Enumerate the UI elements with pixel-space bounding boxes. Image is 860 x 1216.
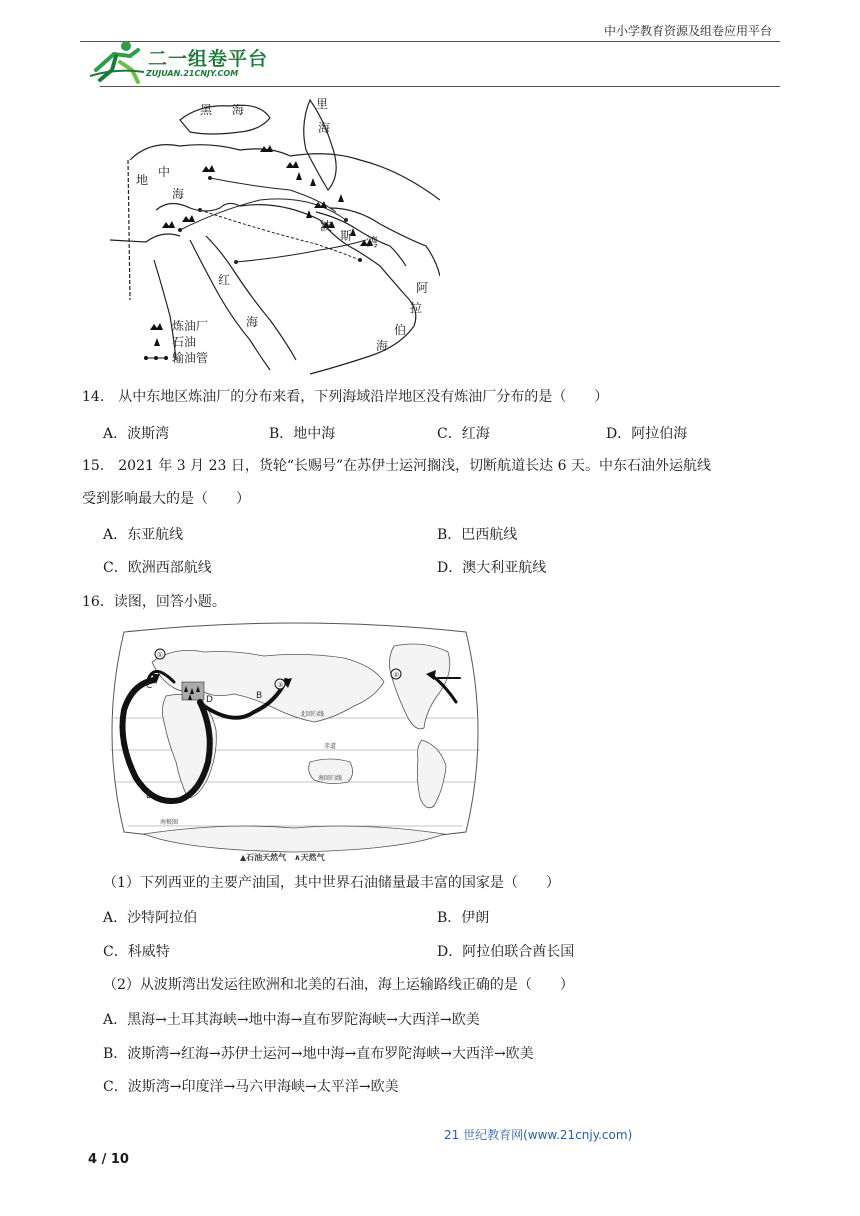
map-label: E <box>146 791 152 801</box>
map-label: 湾 <box>366 235 379 249</box>
map-label: 海 <box>376 339 389 353</box>
map-label: 南回归线 <box>318 775 343 782</box>
map-legend: ▲石油天然气 ∧天然气 <box>240 853 325 862</box>
logo-title: 二一组卷平台 <box>148 48 269 70</box>
map-label: 地 <box>136 173 149 187</box>
map-label: 赤道 <box>324 743 337 750</box>
map-label: 海 <box>172 187 185 201</box>
platform-name: 中小学教育资源及组卷应用平台 <box>603 24 772 38</box>
map-label: 伯 <box>394 323 407 337</box>
option-c[interactable]: C．波斯湾→印度洋→马六甲海峡→太平洋→欧美 <box>103 1079 399 1095</box>
option-d[interactable]: D．澳大利亚航线 <box>437 560 547 576</box>
map-label: 拉 <box>410 301 423 315</box>
map-label: 红 <box>218 273 231 287</box>
option-a[interactable]: A．东亚航线 <box>103 527 184 543</box>
option-b[interactable]: B．波斯湾→红海→苏伊士运河→地中海→直布罗陀海峡→大西洋→欧美 <box>103 1046 534 1062</box>
world-oil-route-map <box>104 622 486 864</box>
legend-oil: 石油 <box>172 335 197 349</box>
map-label: A <box>194 781 201 791</box>
oil-legend-icon <box>154 338 160 346</box>
pipeline-legend-icon <box>144 356 168 360</box>
map-label: 中 <box>158 165 171 179</box>
svg-text:③: ③ <box>277 681 284 689</box>
svg-text:②: ② <box>393 671 400 679</box>
map-label: 海 <box>232 103 245 117</box>
question-15-stem: 15. 2021 年 3 月 23 日，货轮“长赐号”在苏伊士运河搁浅，切断航道长达 6 天。中东石油外运航线 <box>82 458 711 474</box>
map-label: 海 <box>318 121 331 135</box>
map-label: 黑 <box>200 103 213 117</box>
question-16-2-stem: （2）从波斯湾出发运往欧洲和北美的石油，海上运输路线正确的是（ ） <box>103 977 574 993</box>
option-b[interactable]: B．伊朗 <box>437 910 490 926</box>
question-14-stem: 14. 从中东地区炼油厂的分布来看，下列海域沿岸地区没有炼油厂分布的是（ ） <box>82 389 609 405</box>
map-label: B <box>256 691 263 701</box>
question-16-1-stem: （1）下列西亚的主要产油国，其中世界石油储量最丰富的国家是（ ） <box>103 875 560 891</box>
option-c[interactable]: C．红海 <box>437 426 490 442</box>
header-divider-bottom <box>100 86 780 87</box>
map-label: 海 <box>246 315 259 329</box>
map-label: 斯 <box>340 229 353 243</box>
question-16-stem: 16．读图，回答小题。 <box>82 594 226 610</box>
map-label: 北回归线 <box>300 711 325 718</box>
option-a[interactable]: A．波斯湾 <box>103 426 170 442</box>
legend-refinery: 炼油厂 <box>172 319 209 333</box>
map-label: C <box>146 681 153 691</box>
logo-subtitle: ZUJUAN.21CNJY.COM <box>146 69 239 78</box>
option-c[interactable]: C．科威特 <box>103 944 170 960</box>
option-d[interactable]: D．阿拉伯海 <box>606 426 688 442</box>
map-label: D <box>206 695 213 705</box>
option-d[interactable]: D．阿拉伯联合酋长国 <box>437 944 575 960</box>
legend-pipeline: 输油管 <box>172 351 209 365</box>
option-c[interactable]: C．欧洲西部航线 <box>103 560 212 576</box>
footer-link[interactable]: 21 世纪教育网(www.21cnjy.com) <box>444 1128 633 1142</box>
question-15-stem-cont: 受到影响最大的是（ ） <box>82 491 250 507</box>
map-label: 阿 <box>416 281 429 295</box>
middle-east-oil-map <box>110 90 440 376</box>
option-b[interactable]: B．巴西航线 <box>437 527 518 543</box>
map-label: 里 <box>316 97 329 111</box>
option-a[interactable]: A．黑海→土耳其海峡→地中海→直布罗陀海峡→大西洋→欧美 <box>103 1012 480 1028</box>
page-number: 4 / 10 <box>88 1152 129 1167</box>
option-b[interactable]: B．地中海 <box>269 426 336 442</box>
option-a[interactable]: A．沙特阿拉伯 <box>103 910 198 926</box>
svg-text:①: ① <box>157 651 164 659</box>
refinery-legend-icon <box>150 323 163 330</box>
map-label: 南极圈 <box>160 819 179 826</box>
map-label: 波 <box>320 219 333 233</box>
